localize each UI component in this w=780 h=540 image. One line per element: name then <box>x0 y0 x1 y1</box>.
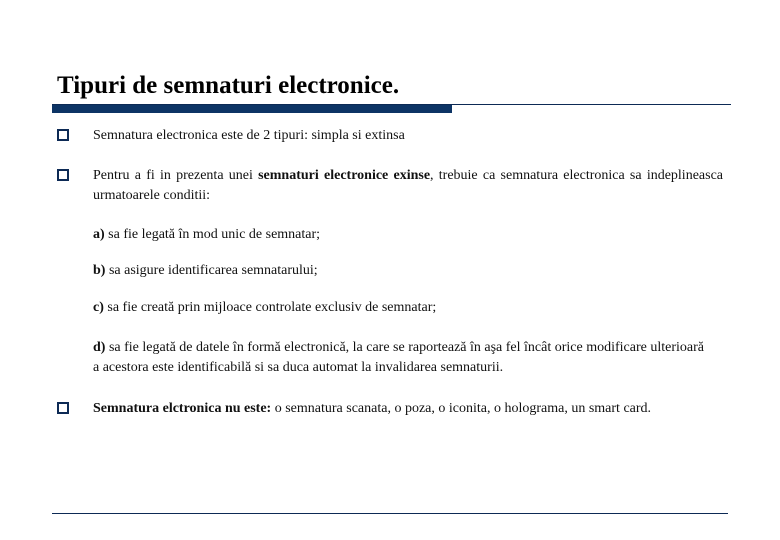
condition-item <box>93 298 723 318</box>
condition-label: b) <box>93 263 106 278</box>
condition-text: sa fie legată de datele în formă electronică, la care se raportează în aşa fel încât orice modificare ulterioară a acestora este identificabilă si sa duca automat la invalidarea semnaturii. <box>93 340 704 375</box>
condition-text: sa fie creată prin mijloace controlate exclusiv de semnatar; <box>103 300 437 315</box>
condition-label: c) <box>93 300 104 315</box>
text-span: o semnatura scanata, o poza, o iconita, o holograma, un smart card. <box>271 401 652 416</box>
square-bullet-icon <box>57 129 69 141</box>
condition-item <box>93 338 713 378</box>
text-span: Pentru a fi in prezenta unei <box>93 168 259 183</box>
title-accent-bar <box>52 105 452 113</box>
condition-label: d) <box>93 340 106 355</box>
condition-text: sa asigure identificarea semnatarului; <box>105 263 318 278</box>
bullet-text: Semnatura electronica este de 2 tipuri: simpla si extinsa <box>93 128 405 143</box>
condition-label: a) <box>93 227 105 242</box>
square-bullet-icon <box>57 402 69 414</box>
bullet-text <box>93 166 723 206</box>
footer-divider <box>52 513 728 514</box>
square-bullet-icon <box>57 169 69 181</box>
bold-span: semnaturi electronice exinse <box>258 168 431 183</box>
slide-title: Tipuri de semnaturi electronice. <box>57 72 400 99</box>
bold-span: Semnatura elctronica nu este: <box>93 401 272 416</box>
text-span: , trebuie ca semnatura electronica sa indeplineasca urmatoarele conditii: <box>93 168 724 203</box>
condition-text: sa fie legată în mod unic de semnatar; <box>104 227 321 242</box>
condition-item <box>93 261 723 281</box>
condition-item <box>93 225 723 245</box>
bullet-text <box>93 399 723 419</box>
